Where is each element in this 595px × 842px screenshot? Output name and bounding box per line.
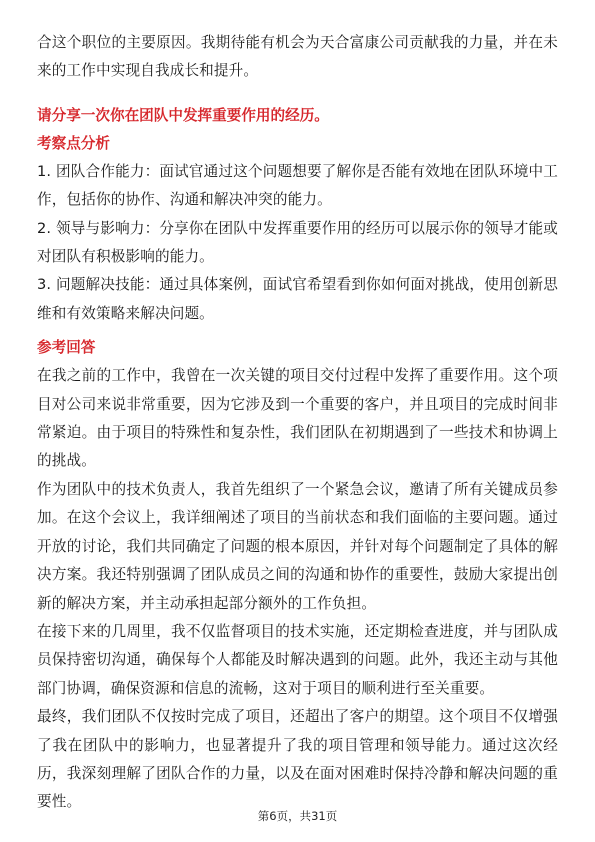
answer-paragraph: 最终，我们团队不仅按时完成了项目，还超出了客户的期望。这个项目不仅增强了我在团队中的影响力，也显著提升了我的项目管理和领导能力。通过这次经历，我深刻理解了团队合作的力量，以及在面对困难时保持冷静和解决问题的重要性。	[37, 708, 558, 811]
analysis-heading: 考察点分析	[37, 134, 110, 152]
answer-paragraph: 在我之前的工作中，我曾在一次关键的项目交付过程中发挥了重要作用。这个项目对公司来说非常重要，因为它涉及到一个重要的客户，并且项目的完成时间非常紧迫。由于项目的特殊性和复杂性，我们团队在初期遇到了一些技术和协调上的挑战。	[37, 367, 558, 470]
answer-heading: 参考回答	[37, 339, 96, 357]
intro-paragraph: 合这个职位的主要原因。我期待能有机会为天合富康公司贡献我的力量，并在未来的工作中实现自我成长和提升。	[37, 34, 558, 80]
analysis-point: 3. 问题解决技能：通过具体案例，面试官希望看到你如何面对挑战，使用创新思维和有效策略来解决问题。	[37, 276, 558, 322]
analysis-point: 2. 领导与影响力：分享你在团队中发挥重要作用的经历可以展示你的领导才能或对团队有积极影响的能力。	[37, 219, 558, 266]
analysis-point: 1. 团队合作能力：面试官通过这个问题想要了解你是否能有效地在团队环境中工作，包括你的协作、沟通和解决冲突的能力。	[37, 162, 558, 209]
document-page	[37, 29, 558, 817]
answer-paragraph: 作为团队中的技术负责人，我首先组织了一个紧急会议，邀请了所有关键成员参加。在这个会议上，我详细阐述了项目的当前状态和我们面临的主要问题。通过开放的讨论，我们共同确定了问题的根本原因，并针对每个问题制定了具体的解决方案。我还特别强调了团队成员之间的沟通和协作的重要性，鼓励大家提出创新的解决方案，并主动承担起部分额外的工作负担。	[37, 480, 558, 612]
answer-paragraph: 在接下来的几周里，我不仅监督项目的技术实施，还定期检查进度，并与团队成员保持密切沟通，确保每个人都能及时解决遇到的问题。此外，我还主动与其他部门协调，确保资源和信息的流畅，这对于项目的顺利进行至关重要。	[37, 622, 558, 697]
page-number-footer: 第6页，共31页	[257, 809, 338, 823]
question-heading: 请分享一次你在团队中发挥重要作用的经历。	[37, 106, 329, 124]
